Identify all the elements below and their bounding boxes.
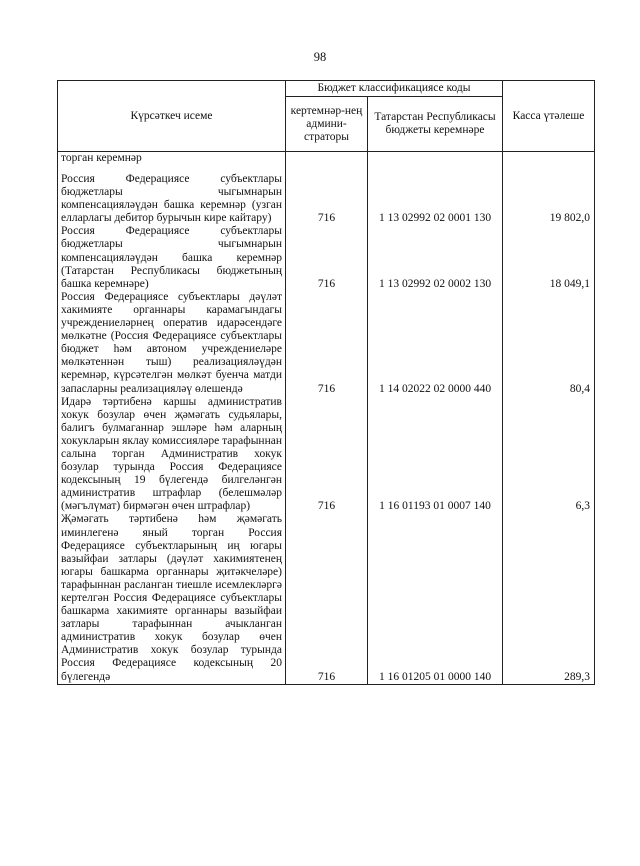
- revenue-code-cell: 1 14 02022 02 0000 440: [368, 291, 503, 396]
- table-row: [58, 513, 595, 684]
- indicator-name-cell: Идарә тәртибенә каршы административ хокук бозулар өчен җәмәгать судьялары, балигъ булмаганнар эшләре һәм аларның хокукларын яклау комиссияләре тарафыннан салына торган Административ хокук бозулар турында Россия Федерациясе кодексының 19 бүлегендә билгеләнгән административ штрафлар (белешмәләр (мәгълүмат) бирмәгән өчен штрафлар): [58, 396, 286, 514]
- cash-amount-cell: 80,4: [503, 291, 595, 396]
- admin-code-cell: 716: [286, 513, 368, 684]
- table-row-continued: [58, 152, 595, 174]
- table-row: [58, 396, 595, 514]
- table-row: [58, 225, 595, 290]
- cash-amount-cell: 19 802,0: [503, 173, 595, 225]
- header-indicator-name: Күрсәткеч исеме: [58, 81, 286, 152]
- revenue-code-cell: 1 16 01193 01 0007 140: [368, 396, 503, 514]
- table-row: [58, 291, 595, 396]
- cash-amount-cell: 18 049,1: [503, 225, 595, 290]
- cash-amount-cell: 289,3: [503, 513, 595, 684]
- header-budget-classification: Бюджет классификациясе коды: [286, 81, 503, 97]
- page-number: 98: [313, 50, 327, 64]
- admin-code-cell: 716: [286, 291, 368, 396]
- header-cash-execution: Касса үтәлеше: [503, 81, 595, 152]
- admin-code-cell: 716: [286, 225, 368, 290]
- revenue-code-cell: 1 13 02992 02 0001 130: [368, 173, 503, 225]
- revenue-code-cell: 1 16 01205 01 0000 140: [368, 513, 503, 684]
- table-row: [58, 173, 595, 225]
- header-revenue-code: Татарстан Республикасы бюджеты керемнәре: [368, 97, 503, 152]
- indicator-name-cell: Россия Федерациясе субъектлары бюджетлары чыгымнарын компенсацияләүдән башка керемнәр (Татарстан Республикасы бюджетының башка керемнәре): [58, 225, 286, 290]
- indicator-name-cell: Россия Федерациясе субъектлары бюджетлары чыгымнарын компенсацияләүдән башка керемнәр (узган елларлагы дебитор бурычын кире кайтару): [58, 173, 286, 225]
- header-admin-code: кертемнәр-нең админи-страторы: [286, 97, 368, 152]
- admin-code-cell: 716: [286, 173, 368, 225]
- indicator-name-cell: Җәмәгать тәртибенә һәм җәмәгать иминлегенә яный торган Россия Федерациясе субъектларының иң югары вазыйфаи затлары (дәүләт хакимиятенең югары башкарма органнары җитәкчеләре) тарафыннан расланган тиешле исемлекләргә кертелгән Россия Федерациясе субъектлары башкарма хакимияте органнары вазыйфаи затлары тарафыннан ачыкланган административ хокук бозулар өчен Административ хокук бозулар турында Россия Федерациясе кодексының 20 бүлегендә: [58, 513, 286, 684]
- indicator-name-cell: Россия Федерациясе субъектлары дәүләт хакимияте органнары карамагындагы учреждениеләрнең оператив идарәсендәге мөлкәтне (Россия Федерациясе субъектлары бюджет һәм автоном учреждениеләре мөлкәтеннән тыш) реализацияләүдән керемнәр, күрсәтелгән мөлкәт буенча матди запасларны реализацияләү өлешендә: [58, 291, 286, 396]
- admin-code-cell: 716: [286, 396, 368, 514]
- continued-text: торган керемнәр: [58, 152, 286, 174]
- budget-revenue-table: [57, 80, 595, 685]
- cash-amount-cell: 6,3: [503, 396, 595, 514]
- revenue-code-cell: 1 13 02992 02 0002 130: [368, 225, 503, 290]
